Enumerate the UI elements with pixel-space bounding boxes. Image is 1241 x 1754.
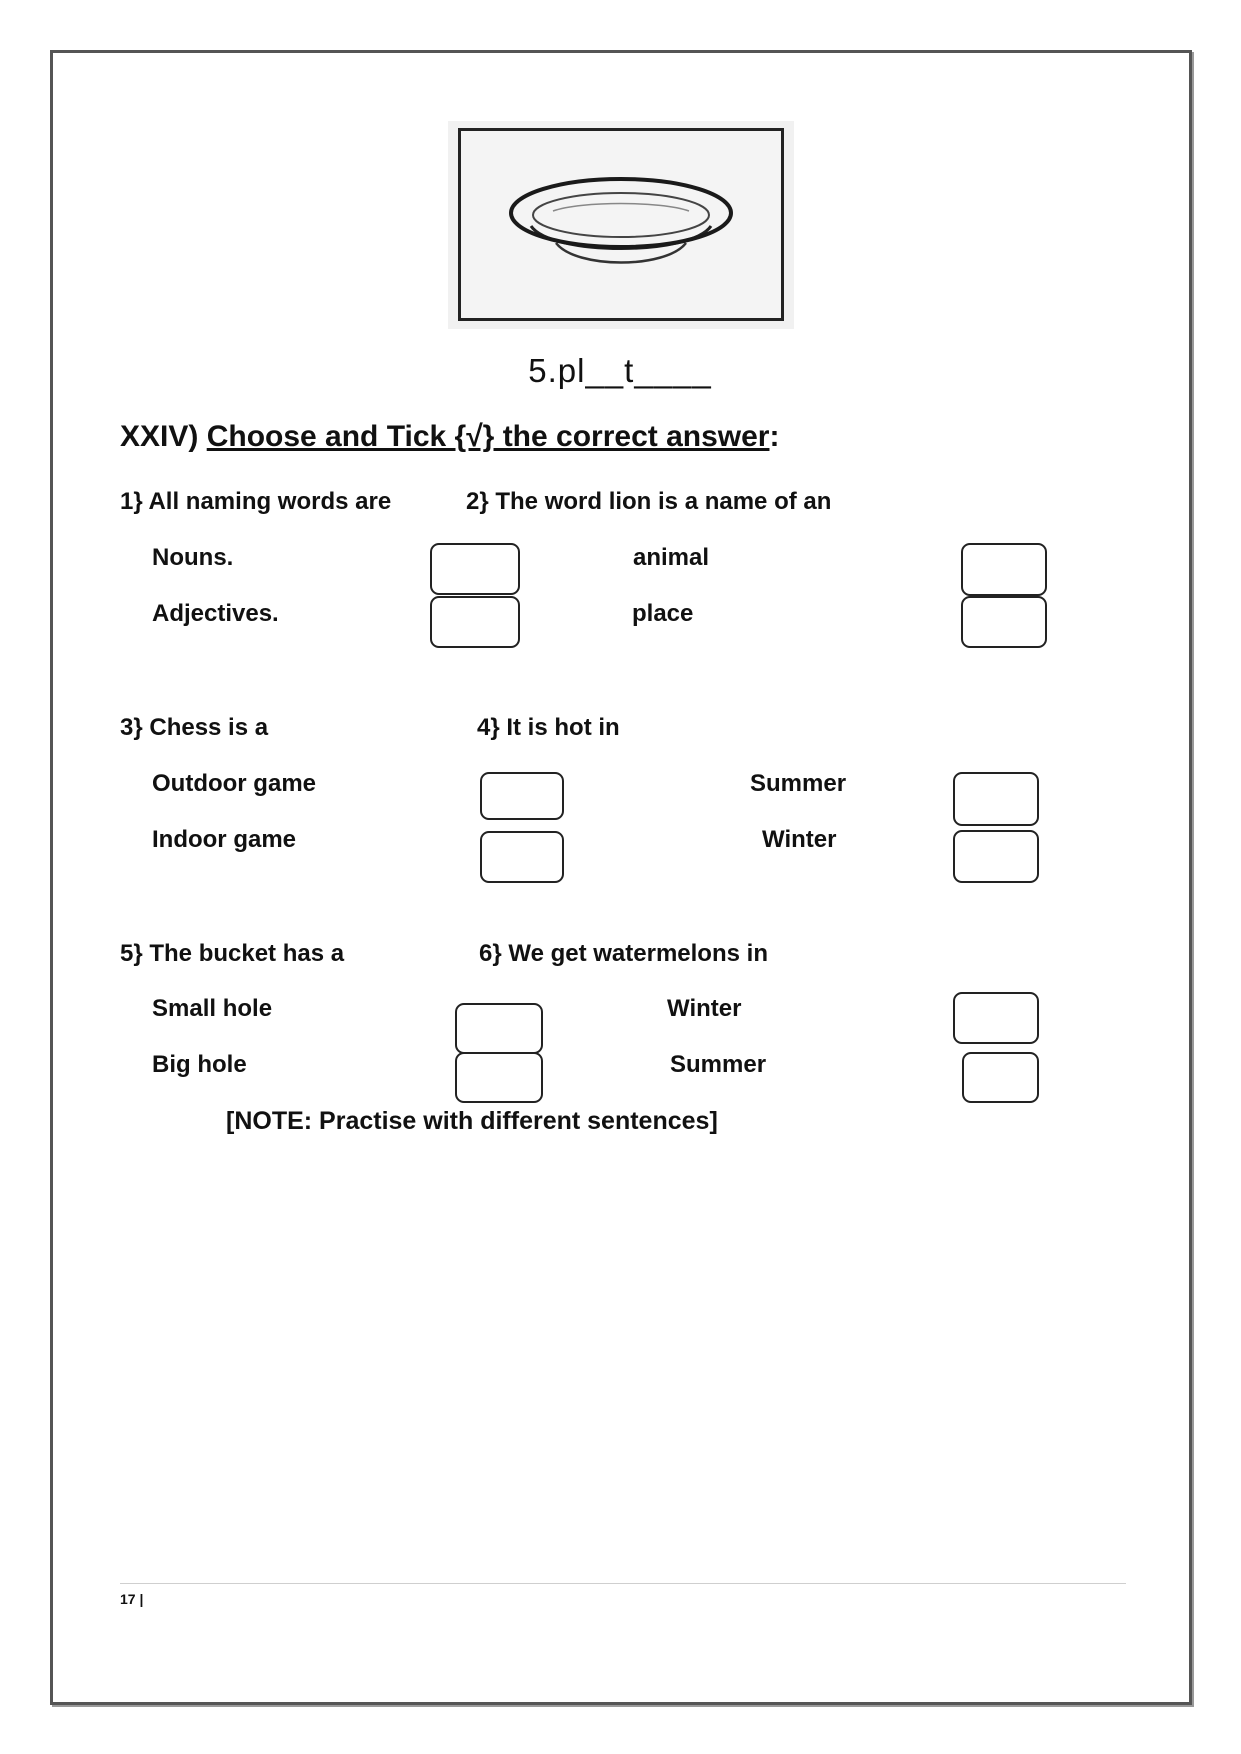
tick-box[interactable]	[961, 543, 1047, 596]
tick-box[interactable]	[962, 1052, 1039, 1103]
question-2-option-1: animal	[633, 544, 710, 571]
tick-box[interactable]	[430, 543, 520, 595]
question-5-option-1: Small hole	[152, 995, 273, 1022]
question-4: 4} It is hot in	[477, 714, 620, 741]
question-1-option-2: Adjectives.	[152, 600, 279, 627]
question-3: 3} Chess is a	[120, 714, 269, 741]
question-4-option-2: Winter	[762, 826, 837, 853]
tick-box[interactable]	[953, 992, 1039, 1044]
question-2-option-2: place	[632, 600, 694, 627]
tick-box[interactable]	[961, 596, 1047, 648]
tick-box[interactable]	[430, 596, 520, 648]
question-3-option-2: Indoor game	[152, 826, 297, 853]
question-3-option-1: Outdoor game	[152, 770, 317, 797]
tick-box[interactable]	[480, 772, 564, 820]
question-1: 1} All naming words are	[120, 488, 392, 515]
question-5-option-2: Big hole	[152, 1051, 247, 1078]
tick-box[interactable]	[455, 1003, 543, 1054]
question-6-option-1: Winter	[667, 995, 742, 1022]
tick-box[interactable]	[480, 831, 564, 883]
note-text: [NOTE: Practise with different sentences]	[226, 1107, 718, 1135]
question-5: 5} The bucket has a	[120, 940, 345, 967]
tick-box[interactable]	[953, 772, 1039, 826]
question-4-option-1: Summer	[750, 770, 847, 797]
tick-box[interactable]	[455, 1052, 543, 1103]
page-number: 17 |	[120, 1591, 144, 1607]
question-6: 6} We get watermelons in	[479, 940, 768, 967]
question-6-option-2: Summer	[670, 1051, 767, 1078]
plate-picture	[448, 121, 794, 329]
plate-icon	[461, 131, 781, 318]
picture-frame	[458, 128, 784, 321]
section-title: Choose and Tick {√} the correct answer	[206, 420, 770, 453]
section-number: XXIV)	[120, 420, 199, 453]
section-colon: :	[769, 420, 780, 453]
fill-in-word: 5.pl__t____	[528, 352, 712, 389]
section-heading	[120, 420, 779, 454]
question-1-option-1: Nouns.	[152, 544, 234, 571]
footer-divider	[120, 1583, 1126, 1584]
question-2: 2} The word lion is a name of an	[466, 488, 832, 515]
tick-box[interactable]	[953, 830, 1039, 883]
